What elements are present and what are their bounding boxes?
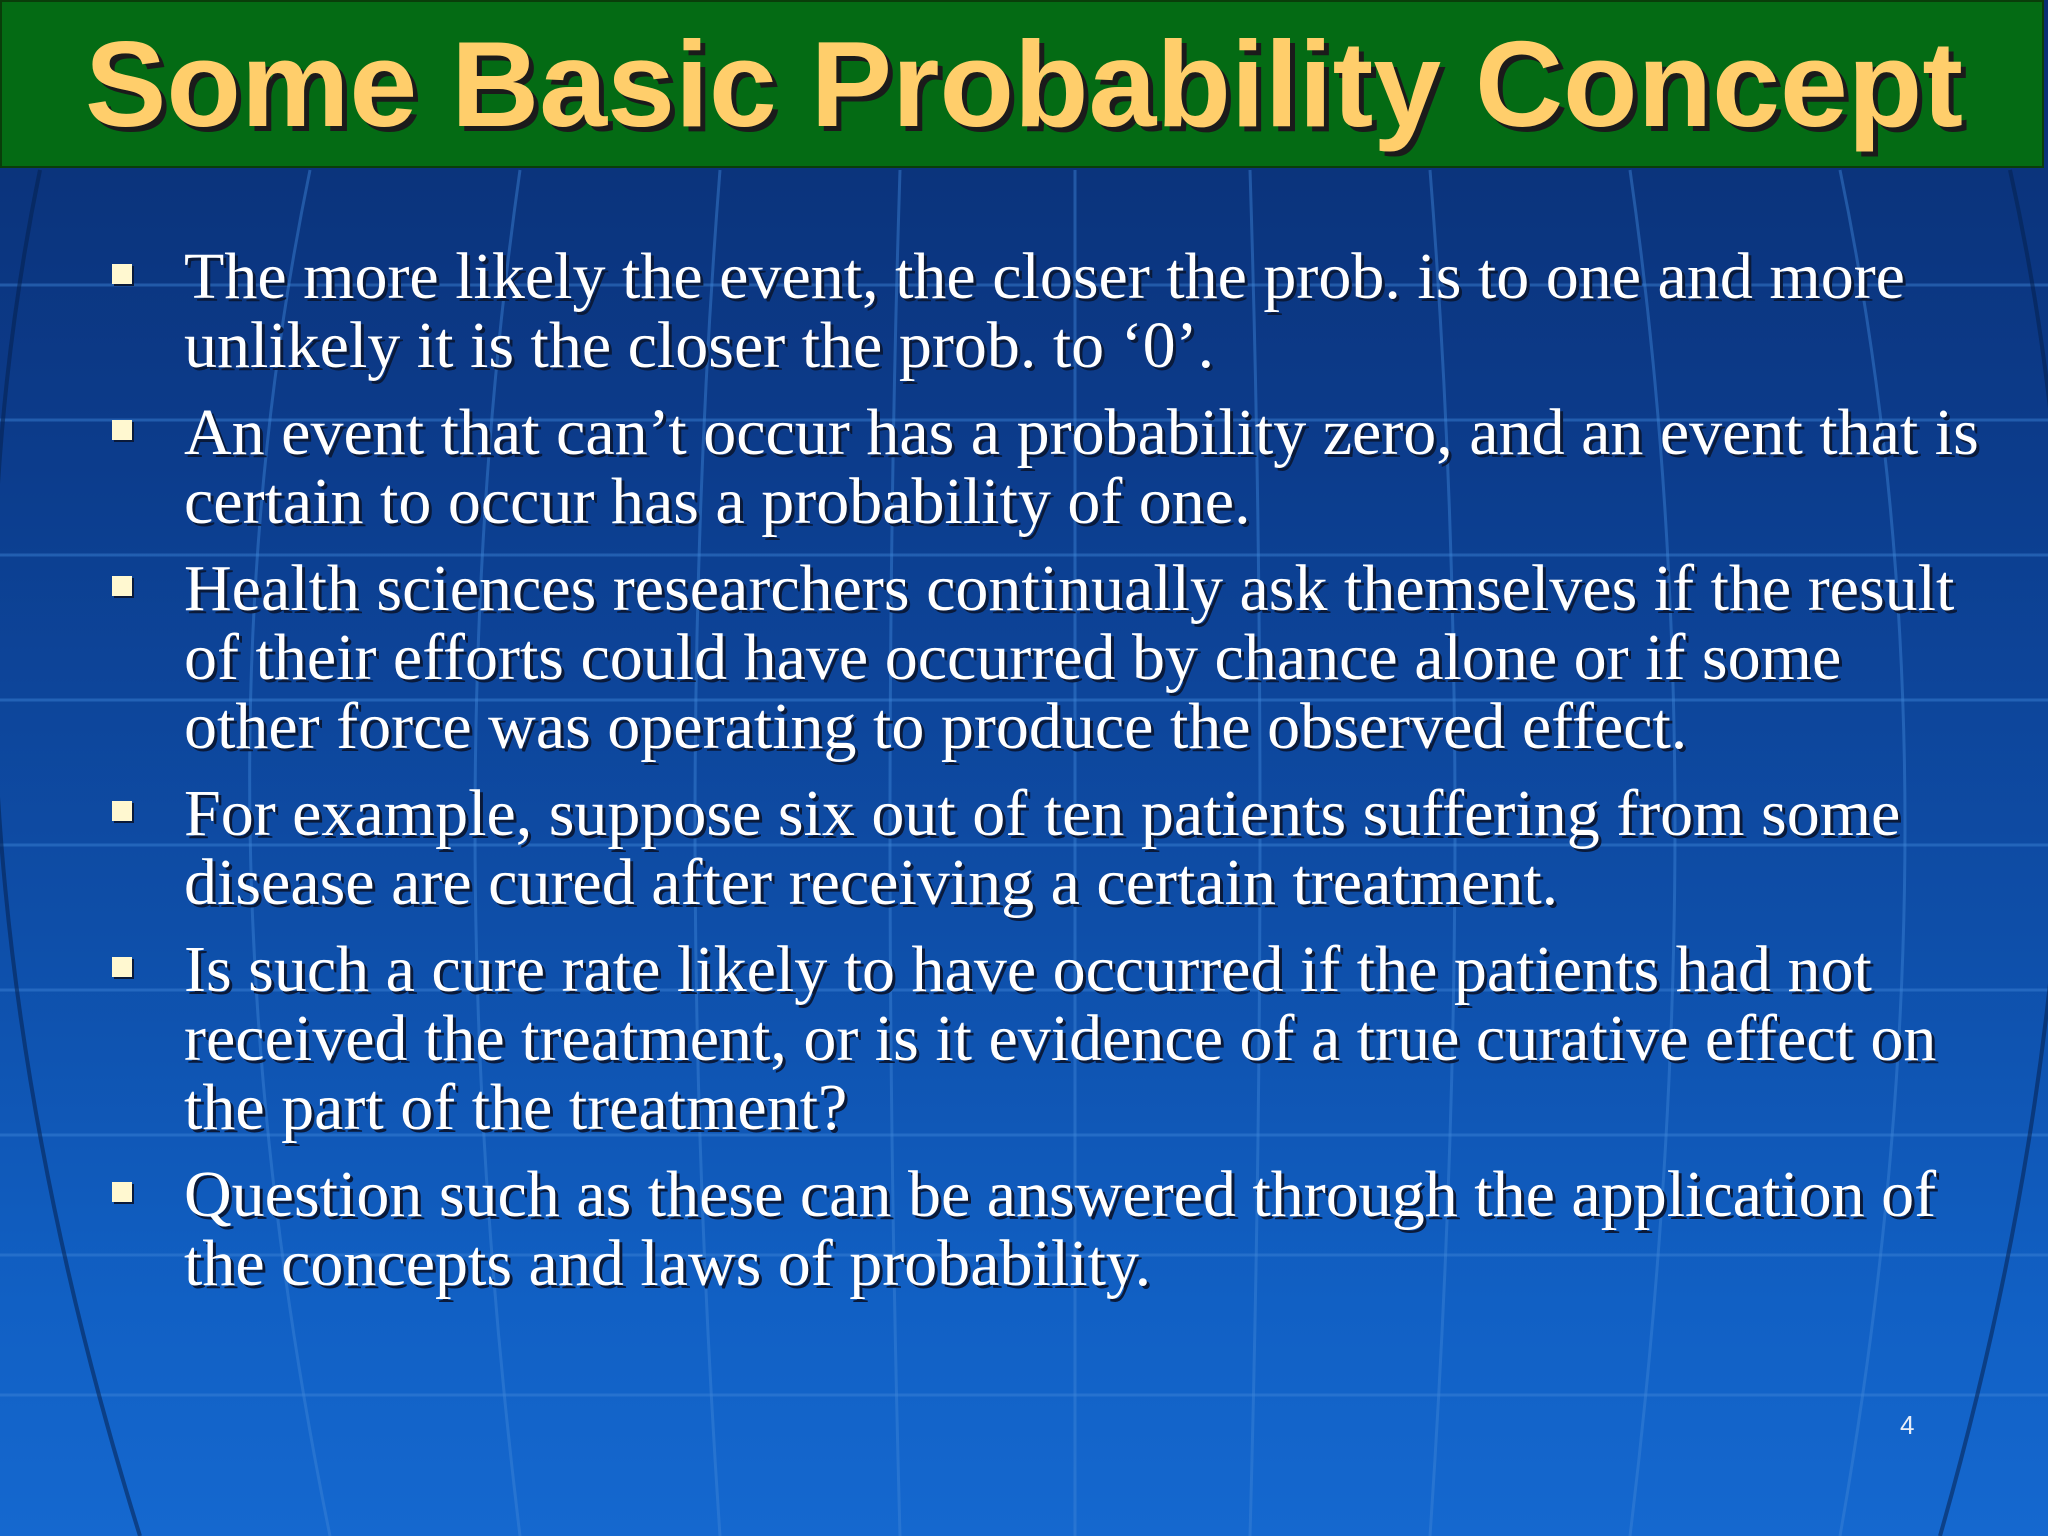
bullet-text: For example, suppose six out of ten patients suffering from some disease are cured after receiving a certain treatment. bbox=[184, 777, 1901, 919]
bullet-text: Health sciences researchers continually ask themselves if the result of their efforts could have occurred by chance alone or if some other force was operating to produce the observed effect. bbox=[184, 552, 1955, 763]
square-bullet-icon bbox=[112, 801, 132, 821]
square-bullet-icon bbox=[112, 264, 132, 284]
list-item bbox=[108, 242, 1988, 380]
list-item bbox=[108, 398, 1988, 536]
bullet-text: Question such as these can be answered through the application of the concepts and laws of probability. bbox=[184, 1158, 1937, 1300]
bullet-text: Is such a cure rate likely to have occurred if the patients had not received the treatment, or is it evidence of a true curative effect on the part of the treatment? bbox=[184, 933, 1937, 1144]
page-number: 4 bbox=[1900, 1410, 1915, 1440]
bullet-text: The more likely the event, the closer the prob. is to one and more unlikely it is the closer the prob. to ‘0’. bbox=[184, 240, 1905, 382]
square-bullet-icon bbox=[112, 957, 132, 977]
square-bullet-icon bbox=[112, 420, 132, 440]
square-bullet-icon bbox=[112, 576, 132, 596]
list-item bbox=[108, 1160, 1988, 1298]
square-bullet-icon bbox=[112, 1182, 132, 1202]
list-item bbox=[108, 554, 1988, 761]
list-item bbox=[108, 779, 1988, 917]
slide-title: Some Basic Probability Concept bbox=[85, 16, 1963, 152]
bullet-list bbox=[108, 242, 1988, 1316]
bullet-text: An event that can’t occur has a probability zero, and an event that is certain to occur has a probability of one. bbox=[184, 396, 1979, 538]
list-item bbox=[108, 935, 1988, 1142]
